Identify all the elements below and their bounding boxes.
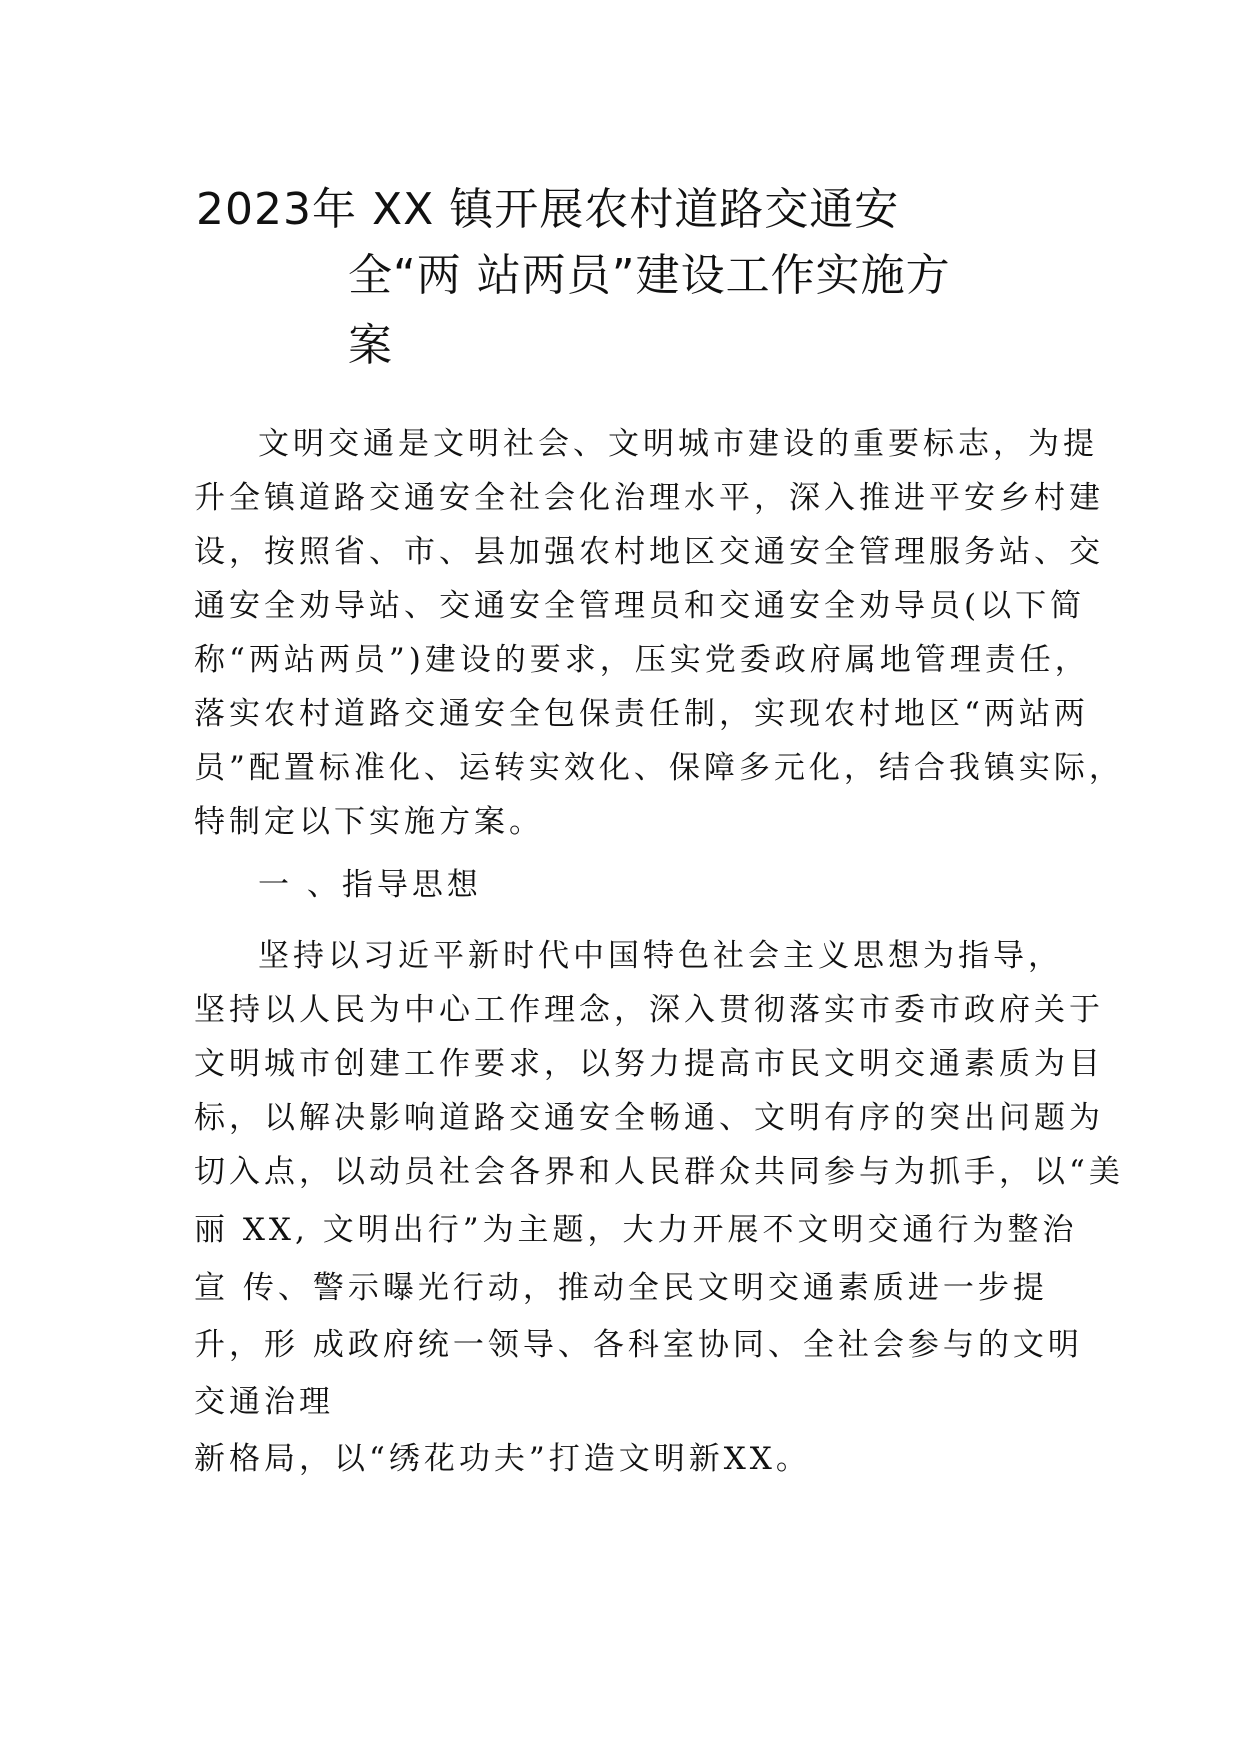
paragraph-line-8: 特制定以下实施方案。 xyxy=(194,804,544,840)
paragraph-line-7: 员”配置标准化、运转实效化、保障多元化，结合我镇实际， xyxy=(194,750,1124,786)
document-title-line-1: 2023年 XX 镇开展农村道路交通安 xyxy=(196,184,900,235)
paragraph-line-16: 升，形 成政府统一领导、各科室协同、全社会参与的文明 xyxy=(194,1327,1083,1363)
paragraph-line-6: 落实农村道路交通安全包保责任制，实现农村地区“两站两 xyxy=(194,696,1089,732)
document-title-line-3: 案 xyxy=(348,320,393,371)
paragraph-line-14: 丽 XX, 文明出行”为主题，大力开展不文明交通行为整治 xyxy=(194,1212,1078,1248)
document-title-line-2: 全“两 站两员”建设工作实施方 xyxy=(348,250,951,301)
paragraph-line-11: 文明城市创建工作要求，以努力提高市民文明交通素质为目 xyxy=(194,1046,1104,1082)
paragraph-line-3: 设，按照省、市、县加强农村地区交通安全管理服务站、交 xyxy=(194,534,1104,570)
paragraph-line-18: 新格局，以“绣花功夫”打造文明新XX。 xyxy=(194,1441,811,1477)
paragraph-line-17: 交通治理 xyxy=(194,1384,334,1420)
paragraph-line-10: 坚持以人民为中心工作理念，深入贯彻落实市委市政府关于 xyxy=(194,992,1104,1028)
section-heading-guiding-ideology: 一 、指导思想 xyxy=(258,867,482,903)
paragraph-line-13: 切入点，以动员社会各界和人民群众共同参与为抓手，以“美 xyxy=(194,1154,1124,1190)
paragraph-line-2: 升全镇道路交通安全社会化治理水平，深入推进平安乡村建 xyxy=(194,480,1104,516)
paragraph-line-1: 文明交通是文明社会、文明城市建设的重要标志，为提 xyxy=(258,426,1098,462)
paragraph-line-12: 标，以解决影响道路交通安全畅通、文明有序的突出问题为 xyxy=(194,1100,1104,1136)
paragraph-line-4: 通安全劝导站、交通安全管理员和交通安全劝导员(以下简 xyxy=(194,588,1086,624)
paragraph-line-5: 称“两站两员”)建设的要求，压实党委政府属地管理责任， xyxy=(194,642,1090,678)
paragraph-line-9: 坚持以习近平新时代中国特色社会主义思想为指导， xyxy=(258,938,1063,974)
paragraph-line-15: 宣 传、警示曝光行动，推动全民文明交通素质进一步提 xyxy=(194,1270,1048,1306)
